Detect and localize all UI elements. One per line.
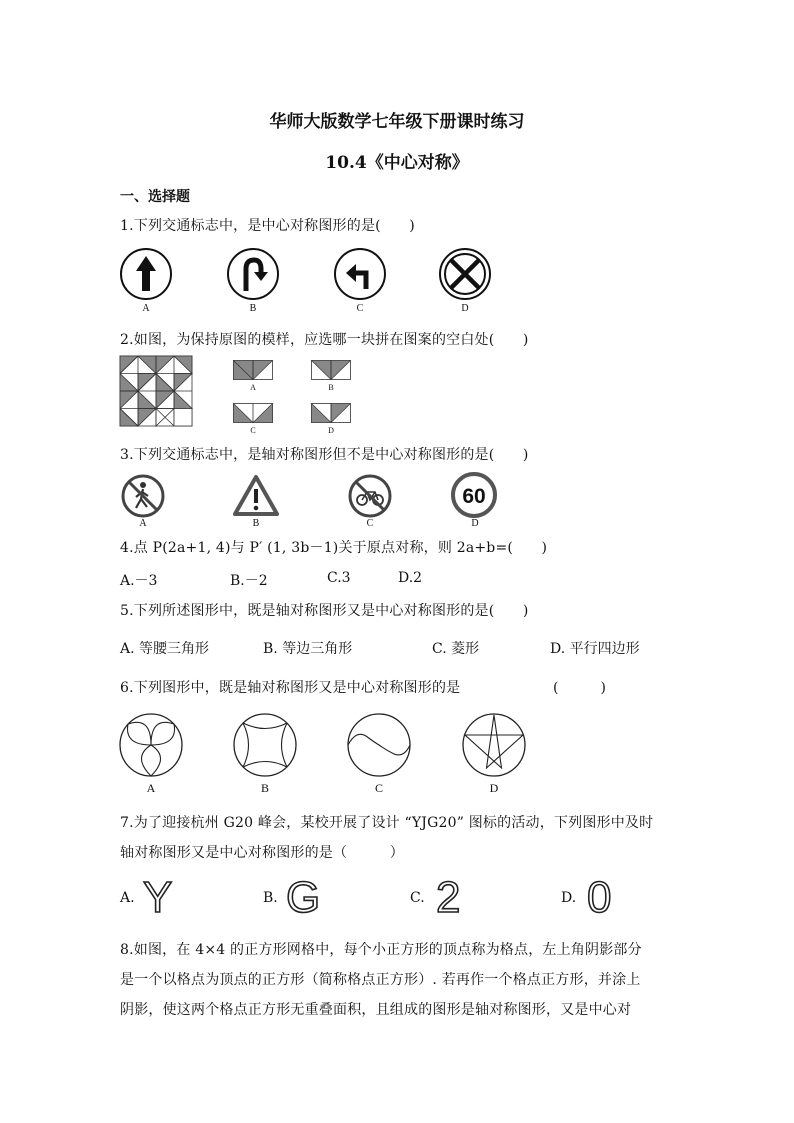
question-4-text: 4.点 P(2a+1, 4)与 P′ (1, 3b－1)关于原点对称，则 2a+b=( ) (120, 540, 548, 556)
q4-option-a: A.－3 (120, 573, 158, 589)
q2-pattern-grid (120, 356, 192, 426)
q6-label-d: D (489, 781, 499, 795)
q3-label-c: C (366, 518, 374, 529)
question-2-text: 2.如图，为保持原图的模样，应选哪一块拼在图案的空白处( ) (120, 332, 529, 348)
q2-label-a: A (250, 383, 256, 392)
question-3-text: 3.下列交通标志中，是轴对称图形但不是中心对称图形的是( ) (120, 447, 529, 463)
q6-label-b: B (260, 781, 269, 795)
question-1-text: 1.下列交通标志中，是中心对称图形的是( ) (120, 218, 415, 234)
q3-label-b: B (252, 518, 260, 529)
q3-speed-number: 60 (462, 485, 486, 508)
q1-sign-b (226, 247, 280, 301)
q6-figure-b (232, 712, 298, 778)
q5-option-b: B. 等边三角形 (263, 641, 353, 657)
q4-option-b: B.－2 (230, 573, 268, 589)
q2-piece-c (233, 403, 273, 423)
q1-sign-a (119, 247, 173, 301)
question-5-text: 5.下列所述图形中，既是轴对称图形又是中心对称图形的是( ) (120, 603, 529, 619)
q6-figure-a (118, 712, 184, 778)
section-heading: 一、选择题 (120, 189, 190, 205)
question-7-line-2: 轴对称图形又是中心对称图形的是（ ） (120, 845, 404, 861)
q7-glyph-g: G (286, 873, 321, 922)
question-8-line-3: 阴影，使这两个格点正方形无重叠面积，且组成的图形是轴对称图形，又是中心对 (120, 1002, 632, 1018)
q2-piece-a (233, 360, 273, 380)
question-8-line-2: 是一个以格点为顶点的正方形（简称格点正方形）. 若再作一个格点正方形，并涂上 (120, 972, 641, 988)
q6-label-a: A (146, 781, 156, 795)
q7-option-a: A. (120, 890, 135, 906)
q6-figure-d (461, 712, 527, 778)
q4-option-d: D.2 (398, 570, 423, 586)
q2-label-b: B (328, 383, 334, 392)
q3-sign-no-pedestrian (121, 474, 165, 518)
question-6-text: 6.下列图形中，既是轴对称图形又是中心对称图形的是 (120, 680, 461, 696)
q3-label-d: D (471, 518, 479, 529)
q5-option-c: C. 菱形 (432, 641, 480, 657)
q7-glyph-0: 0 (587, 873, 612, 922)
q1-label-b: B (249, 303, 257, 314)
q3-sign-no-bicycle (348, 474, 392, 518)
q3-sign-speed-limit (451, 472, 497, 518)
page-title: 华师大版数学七年级下册课时练习 (269, 112, 525, 132)
q6-figure-c (346, 712, 412, 778)
q1-sign-d (438, 247, 492, 301)
q2-piece-d (311, 403, 351, 423)
q2-label-c: C (250, 426, 256, 435)
q3-label-a: A (139, 518, 147, 529)
q2-piece-b (311, 360, 351, 380)
q1-sign-c (333, 247, 387, 301)
q1-label-d: D (461, 303, 469, 314)
q7-option-b: B. (263, 890, 278, 906)
q5-option-a: A. 等腰三角形 (120, 641, 210, 657)
q2-label-d: D (328, 426, 334, 435)
q7-option-c: C. (410, 890, 425, 906)
q7-option-d: D. (561, 890, 577, 906)
q5-option-d: D. 平行四边形 (550, 641, 640, 657)
q7-glyph-y: Y (143, 873, 173, 922)
q1-label-c: C (356, 303, 364, 314)
question-7-line-1: 7.为了迎接杭州 G20 峰会，某校开展了设计 “YJG20” 图标的活动，下列图形中及时 (120, 815, 654, 831)
q1-label-a: A (142, 303, 150, 314)
q6-label-c: C (374, 781, 383, 795)
q3-sign-warning (232, 474, 280, 518)
question-8-line-1: 8.如图，在 4×4 的正方形网格中，每个小正方形的顶点称为格点，左上角阴影部分 (120, 942, 642, 958)
question-6-paren: ( ) (553, 680, 606, 696)
q4-option-c: C.3 (327, 570, 351, 586)
q7-glyph-2: 2 (436, 873, 461, 922)
page-subtitle: 10.4《中心对称》 (325, 153, 469, 173)
